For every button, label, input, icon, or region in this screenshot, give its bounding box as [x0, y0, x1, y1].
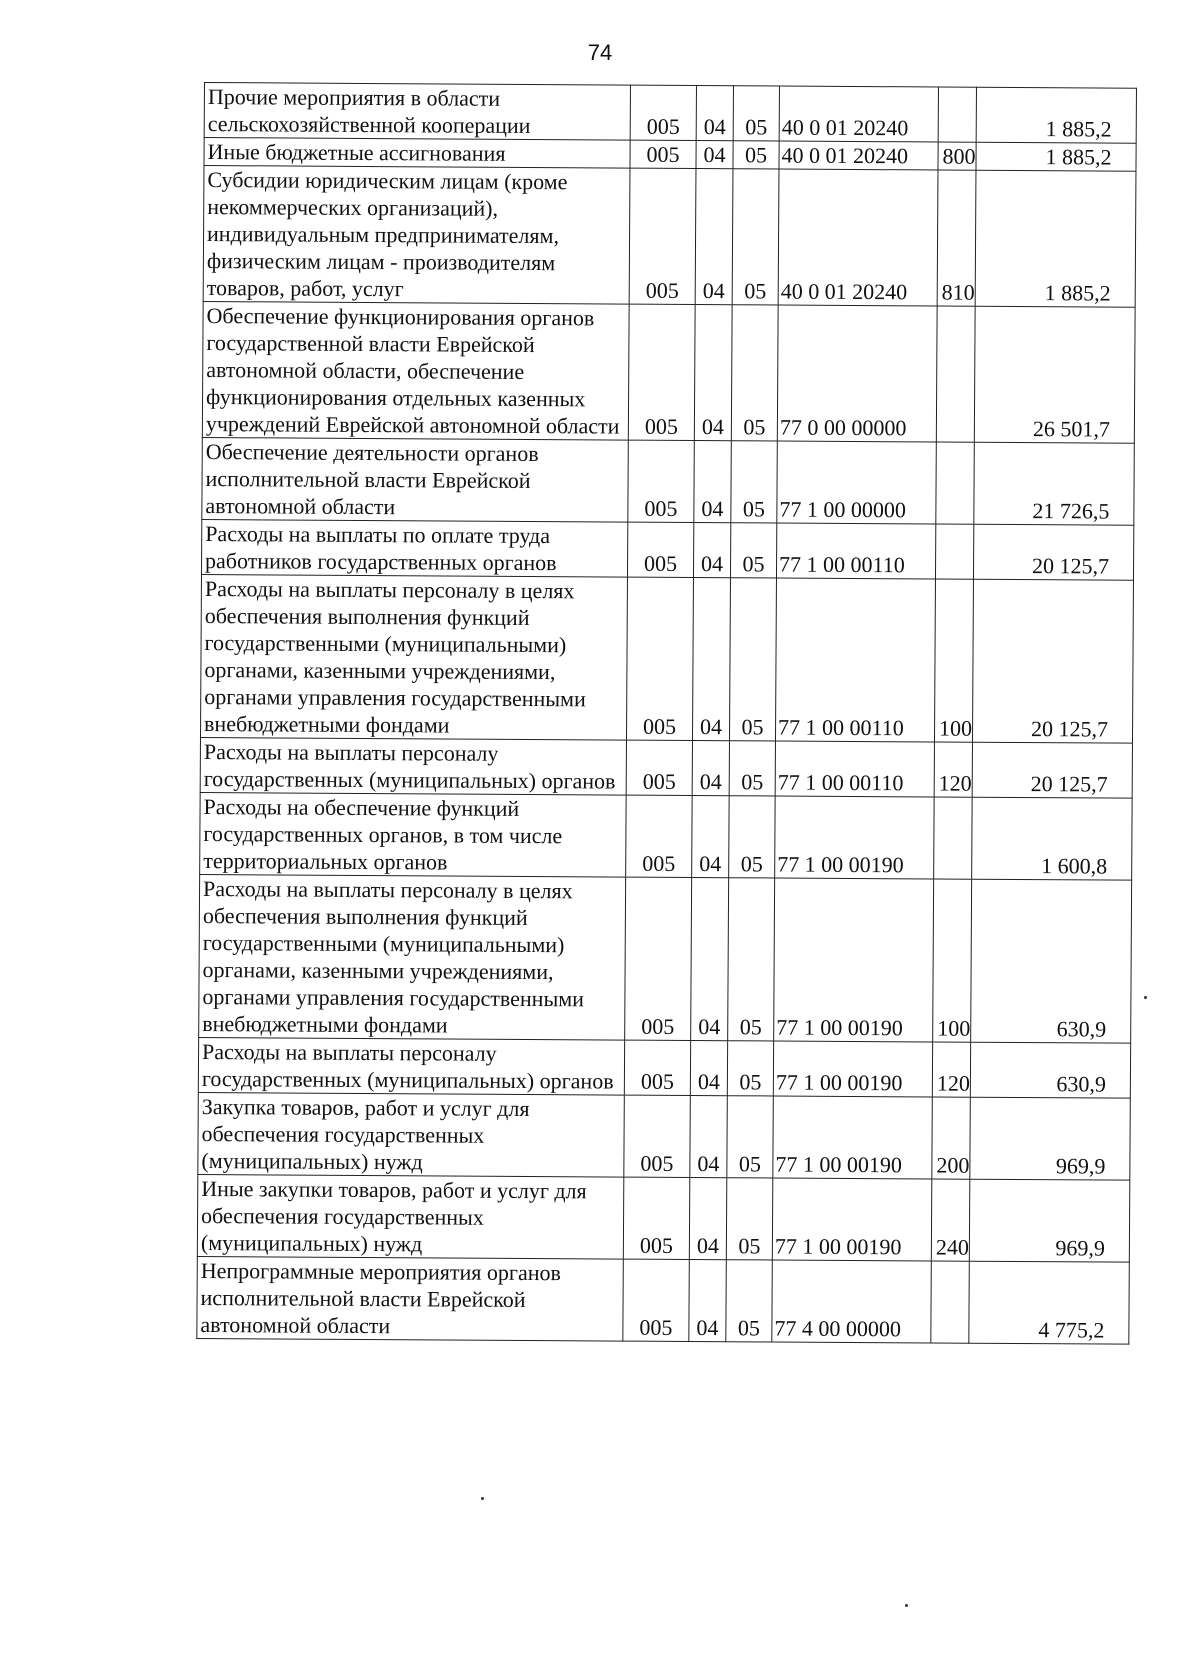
subsection-code-cell: 05	[731, 305, 778, 441]
grbs-code-cell: 005	[623, 1177, 689, 1259]
target-article-cell: 40 0 01 20240	[778, 169, 938, 306]
expense-name-cell: Прочие мероприятия в области сельскохозяйственной кооперации	[204, 83, 630, 141]
section-code-cell: 04	[694, 305, 732, 441]
amount-cell: 630,9	[971, 879, 1132, 1043]
section-code-cell: 04	[692, 740, 729, 795]
section-code-cell: 04	[691, 877, 729, 1040]
subsection-code-cell: 05	[731, 441, 778, 523]
amount-cell: 21 726,5	[974, 442, 1134, 525]
scan-speck	[1144, 996, 1147, 999]
expense-name-cell: Расходы на выплаты персоналу государственных (муниципальных) органов	[198, 1037, 624, 1095]
scan-speck	[481, 1497, 484, 1500]
grbs-code-cell: 005	[630, 85, 696, 140]
grbs-code-cell: 005	[625, 877, 692, 1040]
expense-type-cell	[936, 442, 975, 524]
expense-name-cell: Непрограммные мероприятия органов исполнительной власти Еврейской автономной области	[197, 1256, 623, 1341]
section-code-cell: 04	[696, 141, 733, 169]
expense-name-cell: Субсидии юридическим лицам (кроме некоммерческих организаций), индивидуальным предпринимателям, физическим лицам - производителям товаров, работ, услуг	[203, 166, 630, 305]
section-code-cell: 04	[689, 1177, 727, 1259]
expense-name-cell: Иные бюджетные ассигнования	[204, 138, 630, 169]
expense-type-cell	[938, 87, 976, 142]
expense-name-cell: Расходы на выплаты по оплате труда работников государственных органов	[201, 519, 627, 577]
grbs-code-cell: 005	[624, 1095, 690, 1177]
grbs-code-cell: 005	[628, 440, 694, 522]
expense-name-cell: Расходы на выплаты персоналу в целях обеспечения выполнения функций государственными (муниципальными) органами, казенными учреждениями, органами управления государственными внебюджетными фондами	[199, 874, 626, 1040]
expense-name-cell: Обеспечение деятельности органов исполнительной власти Еврейской автономной области	[202, 437, 628, 522]
section-code-cell: 04	[690, 1095, 728, 1177]
subsection-code-cell: 05	[726, 1260, 773, 1342]
section-code-cell: 04	[694, 441, 732, 523]
table-row	[197, 1174, 1129, 1262]
amount-cell: 20 125,7	[972, 742, 1132, 798]
expense-name-cell: Закупка товаров, работ и услуг для обеспечения государственных (муниципальных) нужд	[198, 1092, 624, 1177]
subsection-code-cell: 05	[727, 1041, 773, 1096]
section-code-cell: 04	[693, 523, 730, 578]
amount-cell: 4 775,2	[969, 1261, 1129, 1344]
expense-type-cell	[934, 797, 973, 879]
amount-cell: 1 885,2	[976, 142, 1136, 171]
expense-type-cell: 120	[932, 1042, 970, 1097]
target-article-cell: 77 1 00 00190	[775, 796, 934, 879]
subsection-code-cell: 05	[733, 86, 779, 141]
page-number: 74	[587, 40, 613, 65]
amount-cell: 1 885,2	[975, 170, 1136, 307]
budget-table-body	[197, 83, 1137, 1345]
section-code-cell: 04	[695, 169, 733, 305]
budget-table	[196, 82, 1137, 1345]
subsection-code-cell: 05	[730, 523, 776, 578]
expense-type-cell: 800	[938, 142, 976, 170]
expense-type-cell: 240	[931, 1179, 970, 1261]
subsection-code-cell: 05	[729, 578, 776, 741]
expense-type-cell: 100	[933, 879, 972, 1042]
table-row	[197, 1256, 1129, 1344]
expense-type-cell	[936, 306, 975, 442]
expense-type-cell: 810	[937, 170, 976, 306]
table-row	[203, 166, 1136, 308]
table-row	[202, 437, 1134, 525]
expense-type-cell: 120	[934, 742, 972, 797]
grbs-code-cell: 005	[626, 577, 693, 740]
table-row	[200, 792, 1132, 880]
grbs-code-cell: 005	[626, 740, 692, 795]
grbs-code-cell: 005	[624, 1040, 690, 1095]
target-article-cell: 77 1 00 00190	[774, 878, 934, 1042]
subsection-code-cell: 05	[729, 796, 776, 878]
scan-speck	[905, 1604, 908, 1607]
target-article-cell: 77 1 00 00110	[775, 578, 935, 742]
amount-cell: 969,9	[970, 1097, 1130, 1180]
section-code-cell: 04	[692, 795, 730, 877]
subsection-code-cell: 05	[728, 878, 775, 1041]
table-row	[198, 1092, 1130, 1180]
amount-cell: 630,9	[970, 1042, 1130, 1098]
grbs-code-cell: 005	[627, 522, 693, 577]
subsection-code-cell: 05	[726, 1178, 773, 1260]
amount-cell: 1 885,2	[976, 87, 1136, 143]
amount-cell: 1 600,8	[972, 797, 1132, 880]
subsection-code-cell: 05	[732, 169, 779, 305]
target-article-cell: 77 1 00 00110	[775, 741, 934, 797]
subsection-code-cell: 05	[733, 141, 779, 169]
expense-type-cell: 100	[934, 579, 973, 742]
target-article-cell: 77 0 00 00000	[777, 305, 937, 442]
target-article-cell: 40 0 01 20240	[779, 141, 938, 170]
table-row	[200, 737, 1132, 798]
expense-name-cell: Иные закупки товаров, работ и услуг для обеспечения государственных (муниципальных) нужд	[197, 1174, 623, 1259]
expense-name-cell: Расходы на обеспечение функций государственных органов, в том числе территориальных органов	[200, 792, 626, 877]
expense-name-cell: Расходы на выплаты персоналу государственных (муниципальных) органов	[200, 737, 626, 795]
target-article-cell: 40 0 01 20240	[779, 86, 938, 142]
expense-type-cell	[931, 1261, 970, 1343]
table-row	[204, 83, 1136, 144]
target-article-cell: 77 1 00 00110	[776, 523, 935, 579]
amount-cell: 969,9	[969, 1179, 1129, 1262]
expense-name-cell: Расходы на выплаты персоналу в целях обеспечения выполнения функций государственными (муниципальными) органами, казенными учреждениями, органами управления государственными внебюджетными фондами	[200, 574, 627, 740]
amount-cell: 26 501,7	[974, 306, 1135, 443]
section-code-cell: 04	[690, 1040, 727, 1095]
table-row	[199, 874, 1132, 1043]
target-article-cell: 77 1 00 00000	[777, 441, 936, 524]
table-row	[201, 519, 1133, 580]
expense-type-cell	[935, 524, 973, 579]
grbs-code-cell: 005	[628, 304, 695, 440]
target-article-cell: 77 1 00 00190	[773, 1096, 932, 1179]
section-code-cell: 04	[692, 577, 730, 740]
grbs-code-cell: 005	[629, 168, 696, 304]
amount-cell: 20 125,7	[973, 524, 1133, 580]
grbs-code-cell: 005	[623, 1259, 689, 1341]
section-code-cell: 04	[689, 1259, 727, 1341]
table-row	[200, 574, 1133, 743]
expense-name-cell: Обеспечение функционирования органов государственной власти Еврейской автономной области, обеспечение функционирования отдельных казенных учреждений Еврейской автономной области	[202, 301, 629, 440]
section-code-cell: 04	[696, 86, 733, 141]
subsection-code-cell: 05	[729, 741, 775, 796]
table-row	[202, 301, 1135, 443]
grbs-code-cell: 005	[630, 140, 696, 168]
expense-type-cell: 200	[932, 1097, 971, 1179]
grbs-code-cell: 005	[626, 795, 692, 877]
subsection-code-cell: 05	[727, 1096, 774, 1178]
table-row	[198, 1037, 1130, 1098]
amount-cell: 20 125,7	[972, 579, 1133, 743]
target-article-cell: 77 1 00 00190	[773, 1041, 932, 1097]
target-article-cell: 77 1 00 00190	[772, 1178, 931, 1261]
target-article-cell: 77 4 00 00000	[772, 1260, 931, 1343]
